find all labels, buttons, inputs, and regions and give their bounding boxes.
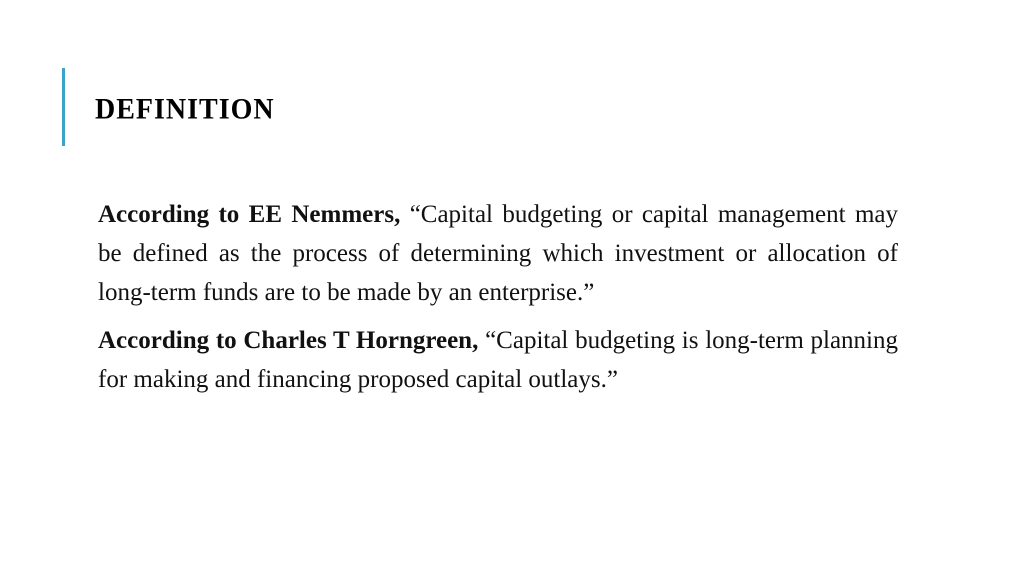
definition-source: According to Charles T Horngreen, [98, 327, 479, 354]
title-accent-bar [62, 68, 65, 146]
definition-source: According to EE Nemmers, [98, 201, 401, 228]
definition-quote: “Capital budgeting is long-term planning for making and financing proposed capital outlays.” [98, 327, 898, 393]
slide-title-text: definition [95, 80, 275, 129]
definition-quote: “Capital budgeting or capital management may be defined as the process of determining which investment or allocation of long-term funds are to be made by an enterprise.” [98, 201, 898, 306]
definition-paragraph-nemmers [98, 195, 898, 312]
slide-body [98, 195, 898, 408]
slide-title [95, 80, 275, 130]
definition-paragraph-horngreen [98, 321, 898, 399]
